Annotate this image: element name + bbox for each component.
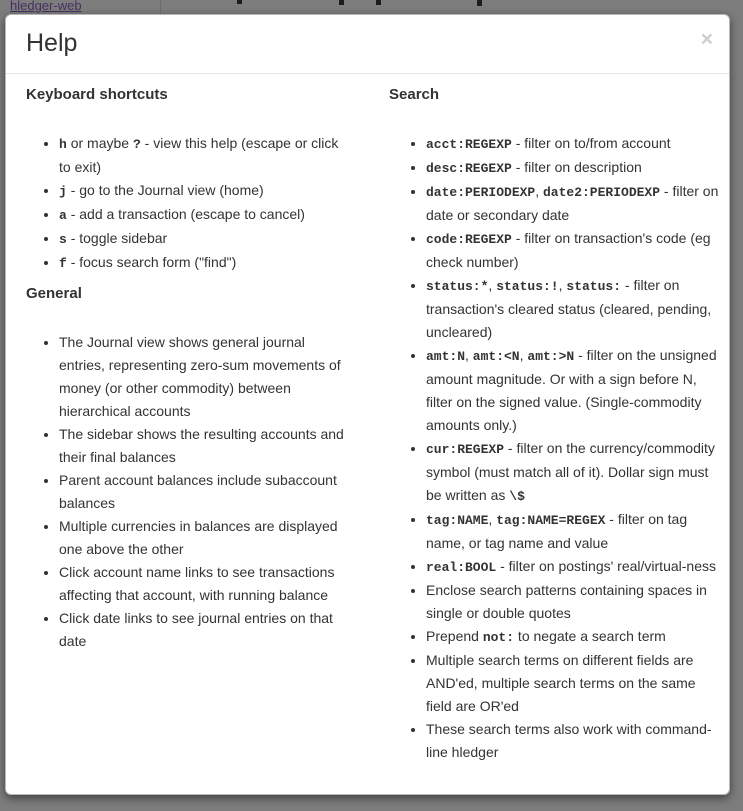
help-item: • s - toggle sidebar [59, 227, 371, 251]
background-heading-fragment [477, 0, 482, 6]
help-item: • The sidebar shows the resulting accounts and their final balances [59, 423, 371, 469]
section-heading: Search [389, 86, 440, 103]
inline-code: tag:NAME [426, 513, 489, 528]
background-heading-fragment [237, 0, 242, 4]
inline-code: not: [482, 630, 515, 645]
inline-code: desc:REGEXP [426, 161, 512, 176]
background-heading-fragment [339, 0, 344, 5]
background-heading-fragment [376, 0, 381, 5]
inline-code: amt:N [426, 349, 466, 364]
inline-code: \$ [509, 489, 525, 504]
hledger-web-brand-link[interactable]: hledger-web [10, 0, 82, 13]
help-item: • Parent account balances include subaccount balances [59, 469, 371, 515]
help-item: • The Journal view shows general journal entries, representing zero-sum movements of money (or other commodity) between hierarchical accounts [59, 331, 371, 423]
help-item: • Multiple currencies in balances are displayed one above the other [59, 515, 371, 561]
inline-code: h [59, 137, 67, 152]
inline-code: f [59, 256, 67, 271]
help-modal [5, 14, 730, 795]
close-icon[interactable]: × [700, 28, 713, 51]
inline-code: date:PERIODEXP [426, 185, 536, 200]
help-list [26, 132, 371, 275]
help-list [26, 331, 371, 653]
help-item: • status:*, status:!, status: - filter on transaction's cleared status (cleared, pending, uncleared) [426, 274, 729, 344]
help-item: • j - go to the Journal view (home) [59, 179, 371, 203]
inline-code: s [59, 232, 67, 247]
help-list [389, 132, 729, 764]
background-divider [160, 0, 161, 14]
inline-code: amt:<N [472, 349, 520, 364]
help-column-left [26, 74, 371, 764]
inline-code: status: [566, 279, 622, 294]
inline-code: status:* [426, 279, 489, 294]
inline-code: date2:PERIODEXP [543, 185, 661, 200]
inline-code: ? [132, 137, 141, 152]
inline-code: a [59, 208, 67, 223]
help-item: • acct:REGEXP - filter on to/from account [426, 132, 729, 156]
help-item: • desc:REGEXP - filter on description [426, 156, 729, 180]
modal-body [6, 74, 729, 784]
inline-code: status:! [496, 279, 559, 294]
help-item: • cur:REGEXP - filter on the currency/commodity symbol (must match all of it). Dollar sign must be written as \$ [426, 437, 729, 508]
modal-header [6, 15, 729, 74]
section-heading: Keyboard shortcuts [26, 86, 168, 103]
modal-title: Help [26, 29, 78, 57]
help-item: • f - focus search form ("find") [59, 251, 371, 275]
help-item: • Prepend not: to negate a search term [426, 625, 729, 649]
help-item: • Multiple search terms on different fields are AND'ed, multiple search terms on the same field are OR'ed [426, 649, 729, 718]
help-item: • real:BOOL - filter on postings' real/virtual-ness [426, 555, 729, 579]
inline-code: code:REGEXP [426, 232, 512, 247]
help-item: • Click date links to see journal entries on that date [59, 607, 371, 653]
inline-code: amt:>N [527, 349, 575, 364]
help-item: • h or maybe ? - view this help (escape or click to exit) [59, 132, 371, 179]
help-item: • These search terms also work with command-line hledger [426, 718, 729, 764]
help-item: • tag:NAME, tag:NAME=REGEX - filter on tag name, or tag name and value [426, 508, 729, 555]
help-column-right [389, 74, 729, 764]
help-item: • amt:N, amt:<N, amt:>N - filter on the unsigned amount magnitude. Or with a sign before N, filter on the signed value. (Single-commodity amounts only.) [426, 344, 729, 437]
section-heading: General [26, 285, 82, 302]
inline-code: j [59, 184, 67, 199]
help-item: • a - add a transaction (escape to cancel) [59, 203, 371, 227]
help-item: • code:REGEXP - filter on transaction's code (eg check number) [426, 227, 729, 274]
help-item: • Enclose search patterns containing spaces in single or double quotes [426, 579, 729, 625]
inline-code: acct:REGEXP [426, 137, 512, 152]
inline-code: real:BOOL [426, 560, 497, 575]
inline-code: cur:REGEXP [426, 442, 505, 457]
help-item: • date:PERIODEXP, date2:PERIODEXP - filter on date or secondary date [426, 180, 729, 227]
inline-code: tag:NAME=REGEX [496, 513, 606, 528]
background-page-strip [0, 0, 743, 14]
help-item: • Click account name links to see transactions affecting that account, with running balance [59, 561, 371, 607]
